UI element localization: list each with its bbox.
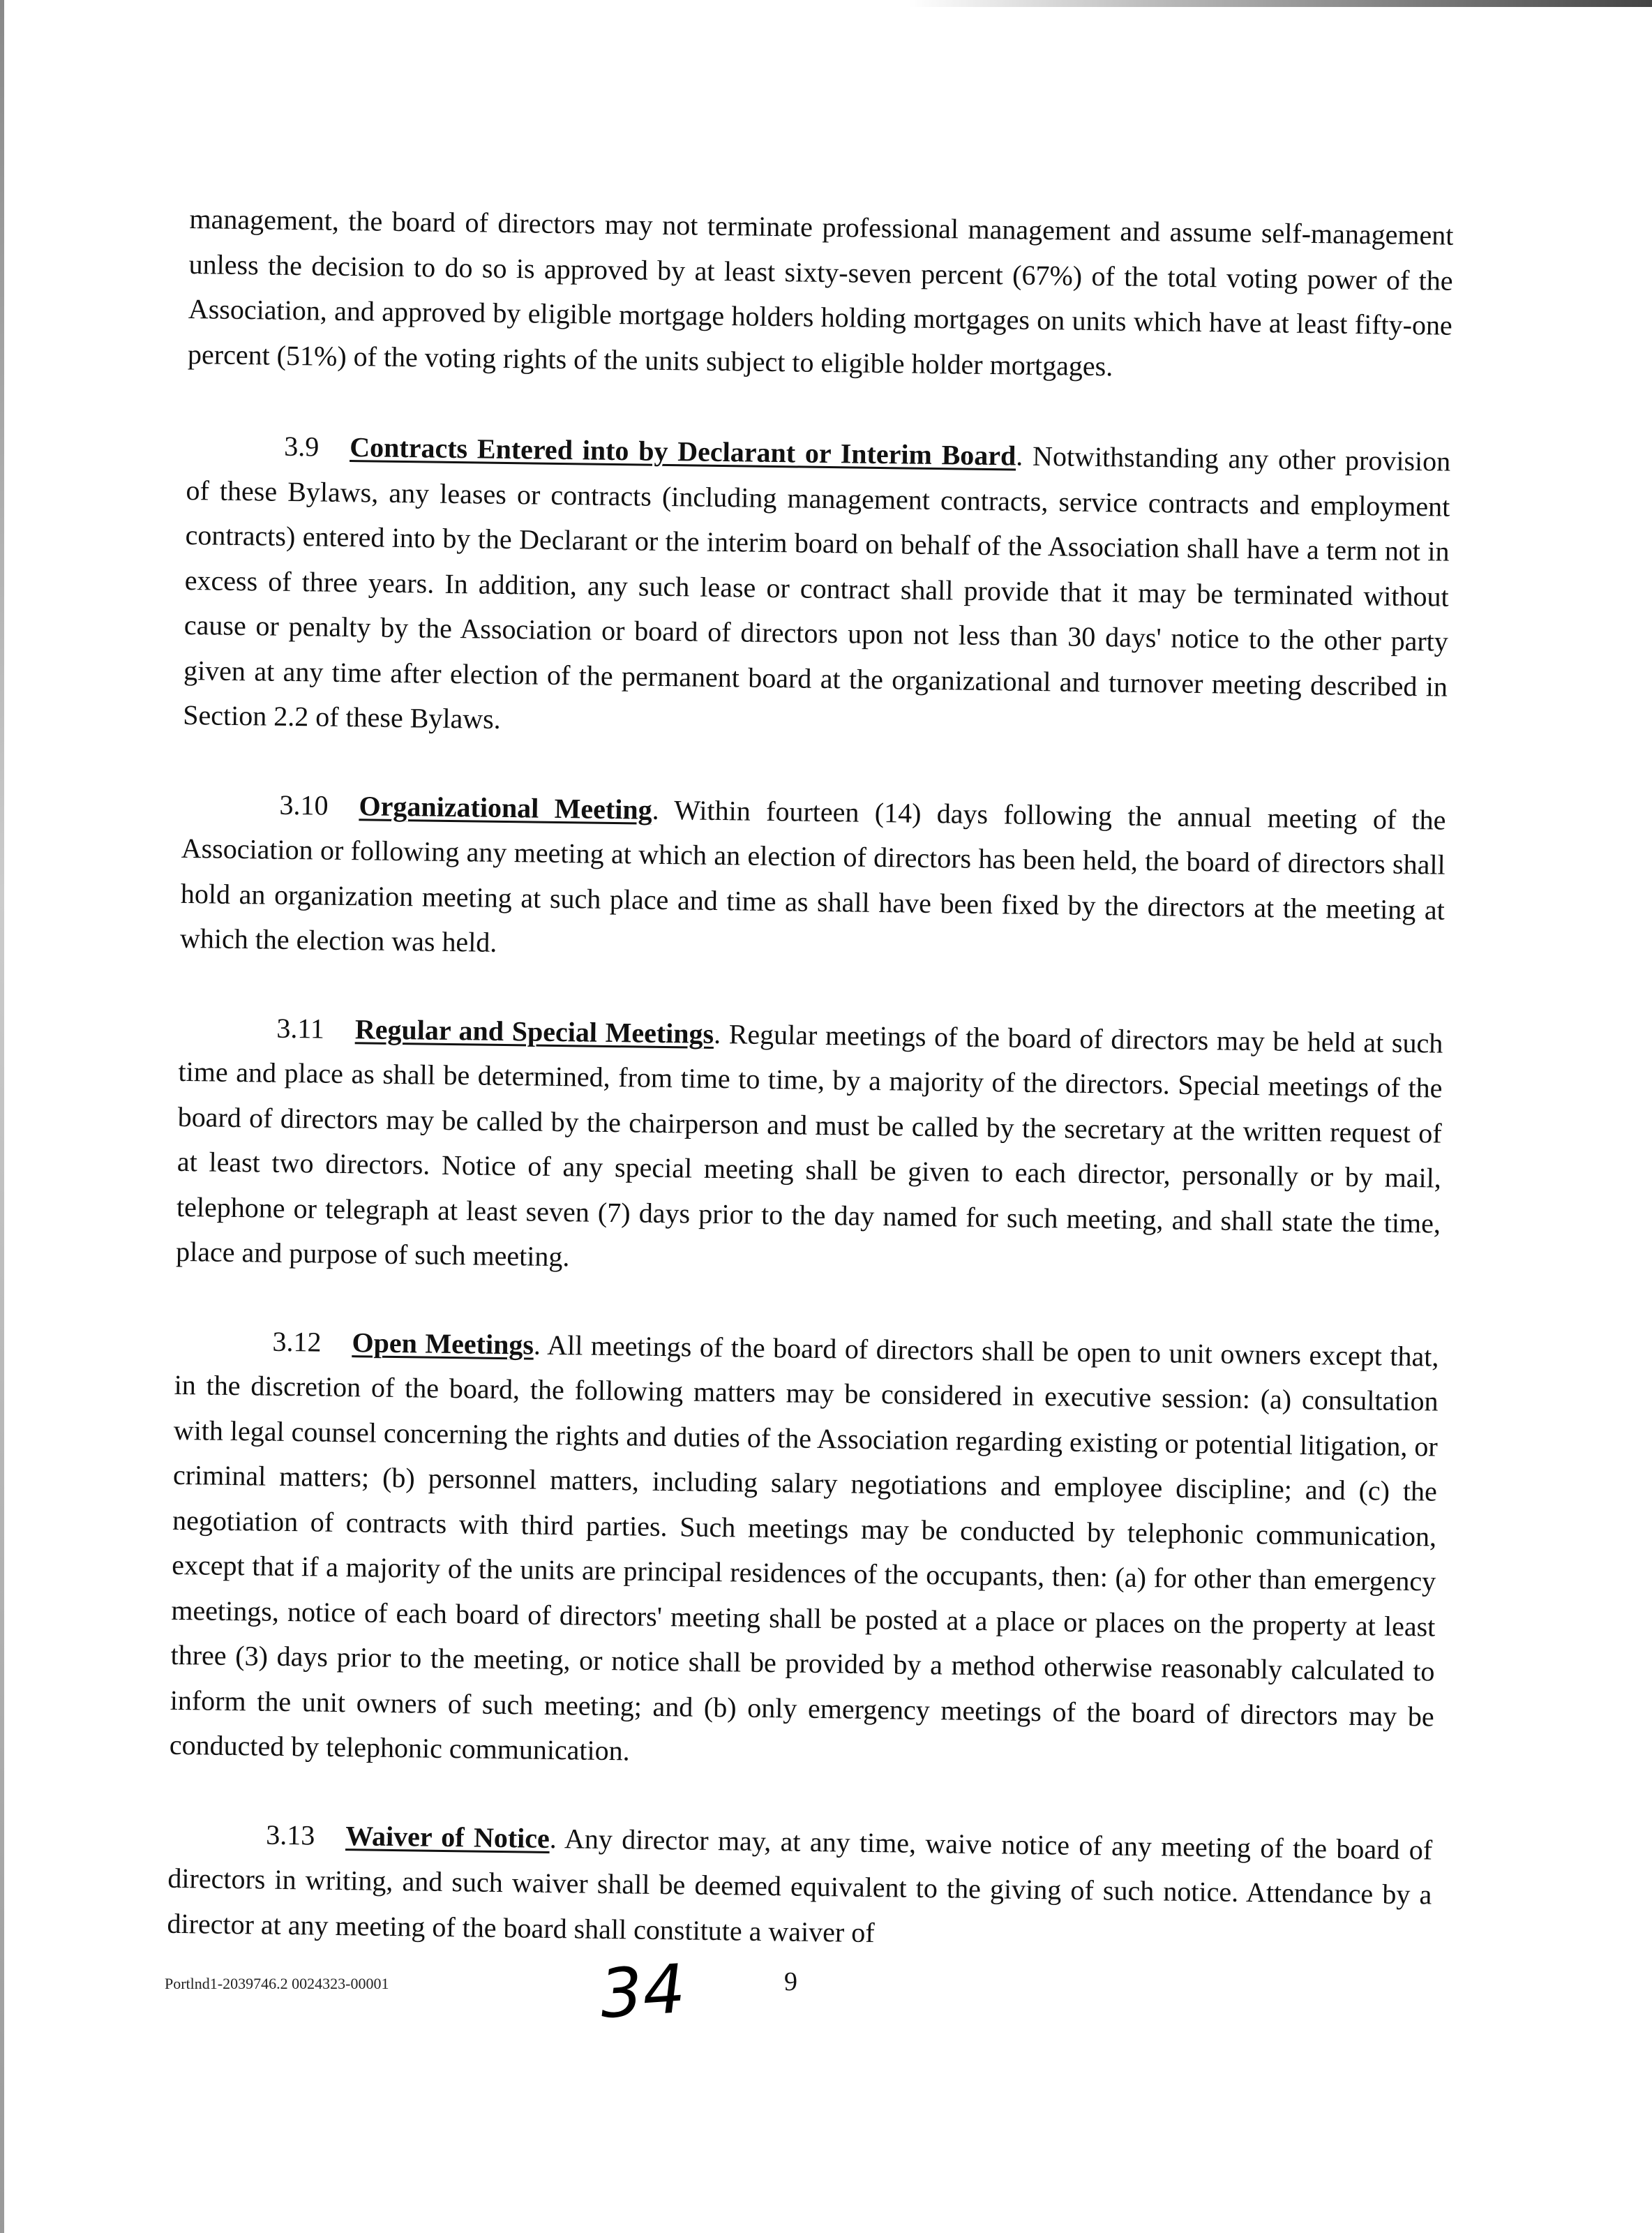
section-text: . Regular meetings of the board of directors may be held at such time and place as shall be determined, from time to time, by a majority of the directors. Special meetings of the board of directors may be called by the chairperson and must be called by the secretary at the written request of at least two directors. Notice of any special meeting shall be given to each director, personally or by mail, telephone or telegraph at least seven (7) days prior to the day named for such meeting, and shall state the time, place and purpose of such meeting. <box>175 1017 1443 1273</box>
page-number: 9 <box>784 1967 797 1996</box>
section-text: . Any director may, at any time, waive notice of any meeting of the board of directors in writing, and such waiver shall be deemed equivalent to the giving of such notice. Attendance by a director at any meeting of the board shall constitute a waiver of <box>167 1822 1433 1948</box>
section-number: 3.13 <box>265 1818 315 1851</box>
section-title: Regular and Special Meetings <box>354 1013 714 1050</box>
handwritten-page-mark: 34 <box>597 1949 688 2034</box>
document-body <box>166 197 1453 2006</box>
section-paragraph <box>167 1811 1432 1962</box>
intro-paragraph: management, the board of directors may not terminate professional management and assume self-management unless the decision to do so is approved by at least sixty-seven percent (67%) of the total voting power of the Association, and approved by eligible mortgage holders holding mortgages on units which have at least fifty-one percent (51%) of the voting rights of the units subject to eligible holder mortgages. <box>187 202 1454 382</box>
footer-document-id: Portlnd1-2039746.2 0024323-00001 <box>165 1975 389 1992</box>
section-3-13 <box>167 1811 1432 1962</box>
section-title: Waiver of Notice <box>345 1819 550 1854</box>
section-text: . Notwithstanding any other provision of these Bylaws, any leases or contracts (including management contracts, service contracts and employment contracts) entered into by the Declarant or the interim board on behalf of the Association shall have a term not in excess of three years. In addition, any such lease or contract shall provide that it may be terminated without cause or penalty by the Association or board of directors upon not less than 30 days' notice to the other party given at any time after election of the permanent board at the organizational and turnover meeting described in Section 2.2 of these Bylaws. <box>182 440 1451 735</box>
section-number: 3.12 <box>272 1325 322 1358</box>
section-paragraph <box>176 1004 1443 1291</box>
scan-edge-left <box>0 0 4 2233</box>
section-text: . All meetings of the board of directors shall be open to unit owners except that, in the discretion of the board, the following matters may be considered in executive session: (a) consultation with legal counsel concerning the rights and duties of the Association regarding existing or potential litigation, or criminal matters; (b) personnel matters, including salary negotiations and employee discipline; and (c) the negotiation of contracts with third parties. Such meetings may be conducted by telephonic communication, except that if a majority of the units are principal residences of the occupants, then: (a) for other than emergency meetings, notice of each board of directors' meeting shall be posted at a place or places on the property at least three (3) days prior to the meeting, or notice shall be provided by a method otherwise reasonably calculated to inform the unit owners of such meeting; and (b) only emergency meetings of the board of directors may be conducted by telephonic communication. <box>169 1329 1439 1767</box>
scan-edge-top <box>0 0 1652 7</box>
section-text: . Within fourteen (14) days following the annual meeting of the Association or following any meeting at which an election of directors has been held, the board of directors shall hold an organization meeting at such place and time as shall have been fixed by the directors at the meeting at which the election was held. <box>179 793 1446 958</box>
section-3-10 <box>180 781 1446 978</box>
section-3-11 <box>176 1004 1443 1291</box>
section-number: 3.11 <box>276 1012 325 1045</box>
section-paragraph <box>183 423 1451 754</box>
section-number: 3.10 <box>279 789 329 821</box>
section-title: Open Meetings <box>352 1326 534 1361</box>
section-3-9 <box>183 423 1451 754</box>
section-number: 3.9 <box>284 430 320 463</box>
section-title: Contracts Entered into by Declarant or Interim Board <box>350 431 1016 472</box>
section-3-12 <box>170 1317 1439 1784</box>
section-paragraph <box>170 1317 1439 1784</box>
section-paragraph <box>180 781 1446 978</box>
section-title: Organizational Meeting <box>359 789 652 826</box>
